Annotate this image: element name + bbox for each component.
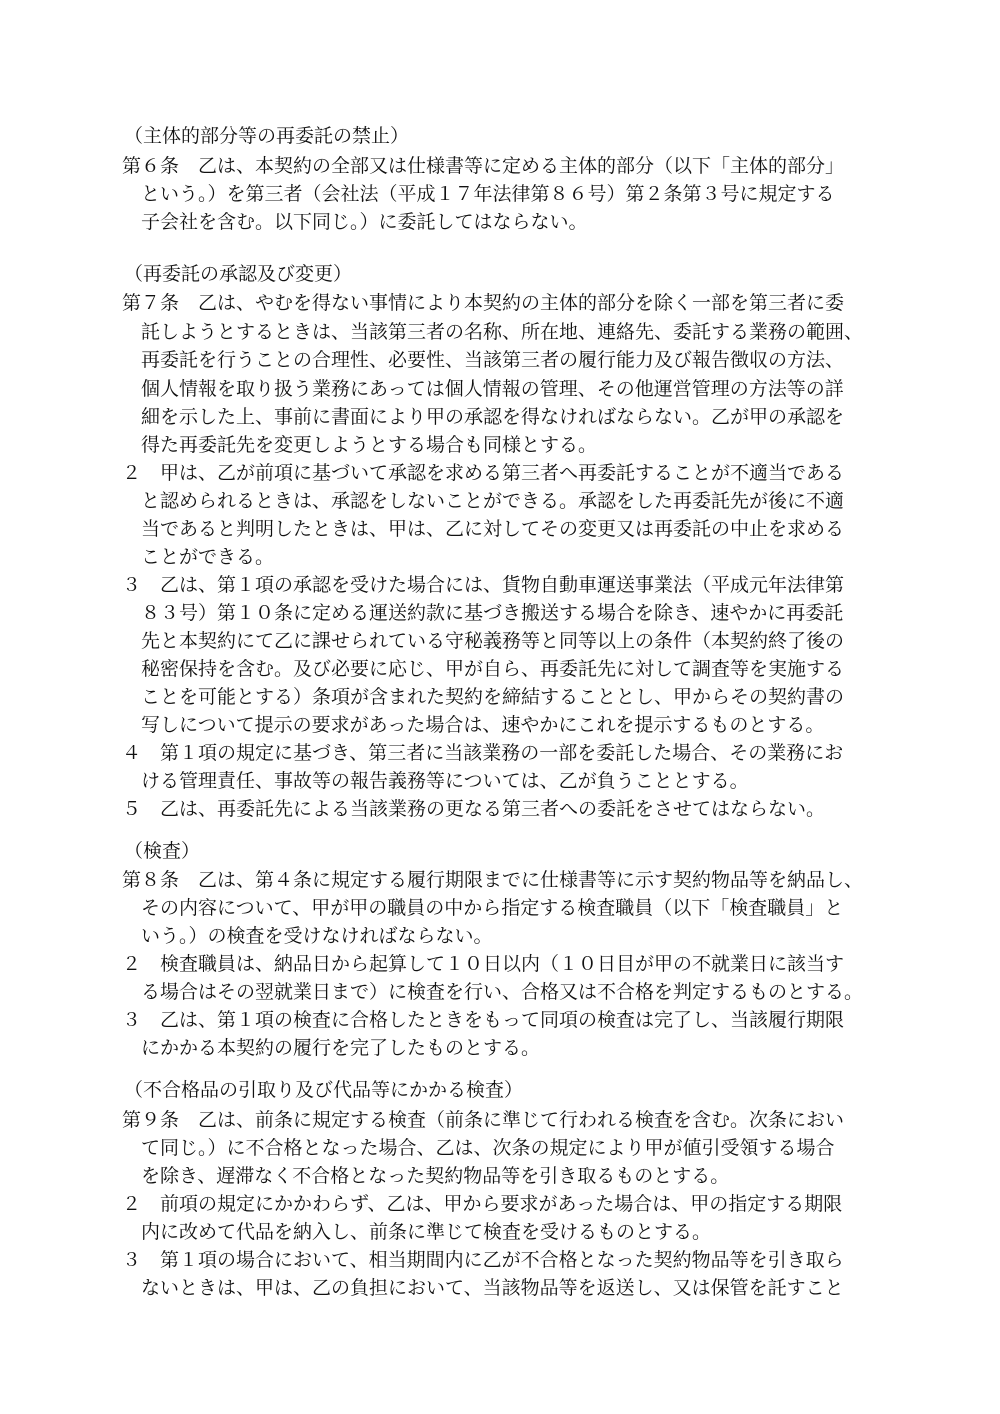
article-line: ５ 乙は、再委託先による当該業務の更なる第三者への委託をさせてはならない。	[122, 798, 826, 820]
article-line: 写しについて提示の要求があった場合は、速やかにこれを提示するものとする。	[141, 714, 825, 736]
article-line: ける管理責任、事故等の報告義務等については、乙が負うこととする。	[141, 770, 749, 792]
article-line: る場合はその翌就業日まで）に検査を行い、合格又は不合格を判定するものとする。	[141, 981, 864, 1003]
article-heading: （検査）	[124, 840, 201, 862]
article-line: 子会社を含む。以下同じ。）に委託してはならない。	[141, 211, 588, 233]
article-line: 託しようとするときは、当該第三者の名称、所在地、連絡先、委託する業務の範囲、	[141, 321, 864, 343]
article-line: その内容について、甲が甲の職員の中から指定する検査職員（以下「検査職員」と	[141, 897, 844, 919]
article-line: ことを可能とする）条項が含まれた契約を締結することとし、甲からその契約書の	[141, 686, 845, 708]
article-line: 第８条 乙は、第４条に規定する履行期限までに仕様書等に示す契約物品等を納品し、	[122, 869, 864, 891]
article-line: 第７条 乙は、やむを得ない事情により本契約の主体的部分を除く一部を第三者に委	[122, 292, 845, 314]
article-line: 先と本契約にて乙に課せられている守秘義務等と同等以上の条件（本契約終了後の	[141, 630, 845, 652]
article-line: と認められるときは、承認をしないことができる。承認をした再委託先が後に不適	[141, 490, 845, 512]
article-line: 第９条 乙は、前条に規定する検査（前条に準じて行われる検査を含む。次条におい	[122, 1109, 845, 1131]
article-line: ３ 第１項の場合において、相当期間内に乙が不合格となった契約物品等を引き取ら	[122, 1249, 844, 1271]
article-line: 得た再委託先を変更しようとする場合も同様とする。	[141, 434, 598, 456]
article-line: ２ 甲は、乙が前項に基づいて承認を求める第三者へ再委託することが不適当である	[122, 462, 845, 484]
article-line: 内に改めて代品を納入し、前条に準じて検査を受けるものとする。	[141, 1221, 712, 1243]
article-line: という。）を第三者（会社法（平成１７年法律第８６号）第２条第３号に規定する	[141, 183, 835, 205]
article-heading: （主体的部分等の再委託の禁止）	[124, 125, 410, 147]
article-line: ３ 乙は、第１項の検査に合格したときをもって同項の検査は完了し、当該履行期限	[122, 1009, 845, 1031]
article-line: ２ 前項の規定にかかわらず、乙は、甲から要求があった場合は、甲の指定する期限	[122, 1193, 843, 1215]
article-line: ないときは、甲は、乙の負担において、当該物品等を返送し、又は保管を託すこと	[141, 1277, 844, 1299]
article-heading: （不合格品の引取り及び代品等にかかる検査）	[124, 1079, 524, 1101]
article-line: ３ 乙は、第１項の承認を受けた場合には、貨物自動車運送事業法（平成元年法律第	[122, 574, 845, 596]
article-line: ことができる。	[141, 546, 275, 568]
article-line: を除き、遅滞なく不合格となった契約物品等を引き取るものとする。	[141, 1165, 730, 1187]
article-line: ４ 第１項の規定に基づき、第三者に当該業務の一部を委託した場合、その業務にお	[122, 742, 844, 764]
article-line: 再委託を行うことの合理性、必要性、当該第三者の履行能力及び報告徴収の方法、	[141, 349, 845, 371]
article-line: にかかる本契約の履行を完了したものとする。	[141, 1037, 541, 1059]
article-line: 当であると判明したときは、甲は、乙に対してその変更又は再委託の中止を求める	[141, 518, 845, 540]
article-heading: （再委託の承認及び変更）	[124, 263, 353, 285]
article-line: 個人情報を取り扱う業務にあっては個人情報の管理、その他運営管理の方法等の詳	[141, 378, 844, 400]
article-line: ２ 検査職員は、納品日から起算して１０日以内（１０日目が甲の不就業日に該当す	[122, 953, 845, 975]
article-line: いう。）の検査を受けなければならない。	[141, 925, 493, 947]
article-line: て同じ。）に不合格となった場合、乙は、次条の規定により甲が値引受領する場合	[141, 1137, 835, 1159]
article-line: 秘密保持を含む。及び必要に応じ、甲が自ら、再委託先に対して調査等を実施する	[141, 658, 845, 680]
article-line: 第６条 乙は、本契約の全部又は仕様書等に定める主体的部分（以下「主体的部分」	[122, 155, 845, 177]
article-line: ８３号）第１０条に定める運送約款に基づき搬送する場合を除き、速やかに再委託	[141, 602, 844, 624]
article-line: 細を示した上、事前に書面により甲の承認を得なければならない。乙が甲の承認を	[141, 406, 845, 428]
